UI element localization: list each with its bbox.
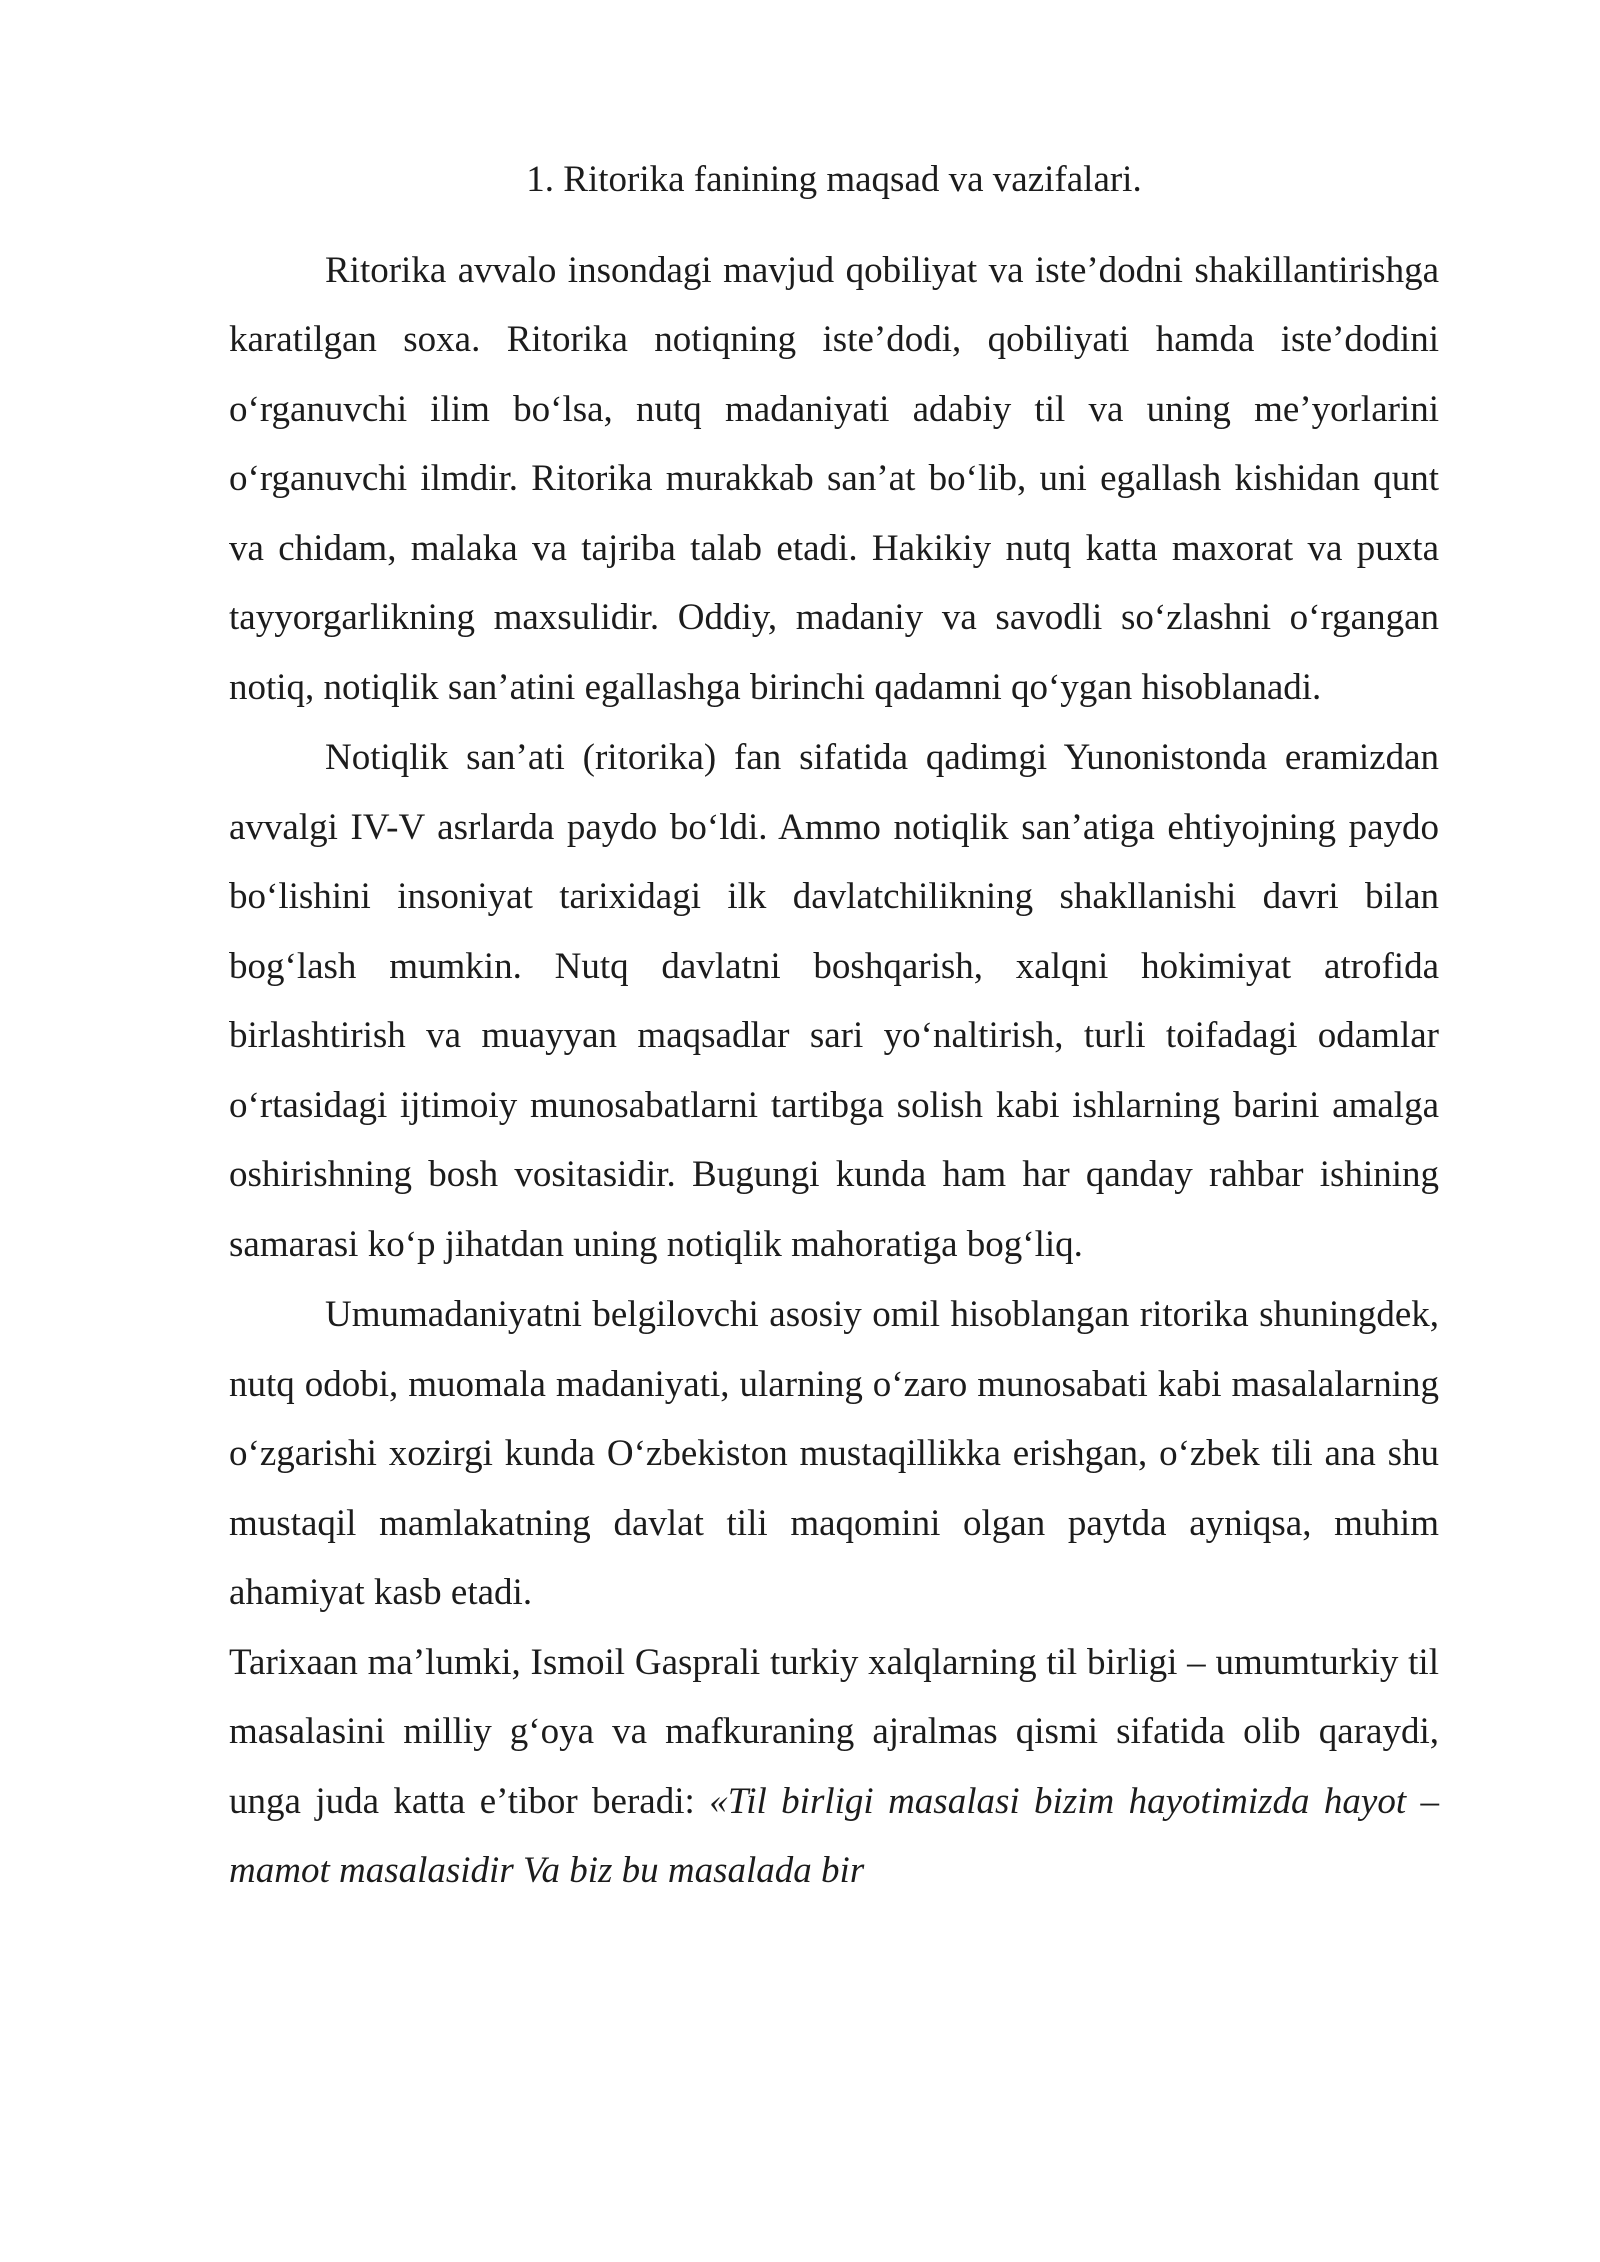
paragraph-4 [229, 1628, 1439, 1906]
paragraph-3: Umumadaniyatni belgilovchi asosiy omil hisoblangan ritorika shuningdek, nutq odobi, muomala madaniyati, ularning o‘zaro munosabati kabi masalalarning o‘zgarishi xozirgi kunda O‘zbekiston mustaqillikka erishgan, o‘zbek tili ana shu mustaqil mamlakatning davlat tili maqomini olgan paytda ayniqsa, muhim ahamiyat kasb etadi. [229, 1294, 1439, 1613]
paragraph-1: Ritorika avvalo insondagi mavjud qobiliyat va iste’dodni shakillantirishga karatilgan soxa. Ritorika notiqning iste’dodi, qobiliyati hamda iste’dodini o‘rganuvchi ilim bo‘lsa, nutq madaniyati adabiy til va uning me’yorlarini o‘rganuvchi ilmdir. Ritorika murakkab san’at bo‘lib, uni egallash kishidan qunt va chidam, malaka va tajriba talab etadi. Hakikiy nutq katta maxorat va puxta tayyorgarlikning maxsulidir. Oddiy, madaniy va savodli so‘zlashni o‘rgangan notiq, notiqlik san’atini egallashga birinchi qadamni qo‘ygan hisoblanadi. [229, 249, 1439, 708]
paragraph-4-text: Tarixaan ma’lumki, Ismoil Gasprali turkiy xalqlarning til birligi – umumturkiy til masalasini milliy g‘oya va mafkuraning ajralmas qismi sifatida olib qaraydi, unga juda katta e’tibor beradi: [229, 1641, 1439, 1822]
document-body [229, 145, 1439, 1906]
paragraph-4-quote: «Til birligi masalasi bizim hayotimizda hayot – mamot masalasidir Va biz bu masalada bir [229, 1780, 1440, 1891]
section-heading: 1. Ritorika fanining maqsad va vazifalari. [526, 159, 1142, 200]
paragraph-2: Notiqlik san’ati (ritorika) fan sifatida qadimgi Yunonistonda eramizdan avvalgi IV-V asrlarda paydo bo‘ldi. Ammo notiqlik san’atiga ehtiyojning paydo bo‘lishini insoniyat tarixidagi ilk davlatchilikning shakllanishi davri bilan bog‘lash mumkin. Nutq davlatni boshqarish, xalqni hokimiyat atrofida birlashtirish va muayyan maqsadlar sari yo‘naltirish, turli toifadagi odamlar o‘rtasidagi ijtimoiy munosabatlarni tartibga solish kabi ishlarning barini amalga oshirishning bosh vositasidir. Bugungi kunda ham har qanday rahbar ishining samarasi ko‘p jihatdan uning notiqlik mahoratiga bog‘liq. [229, 737, 1439, 1265]
